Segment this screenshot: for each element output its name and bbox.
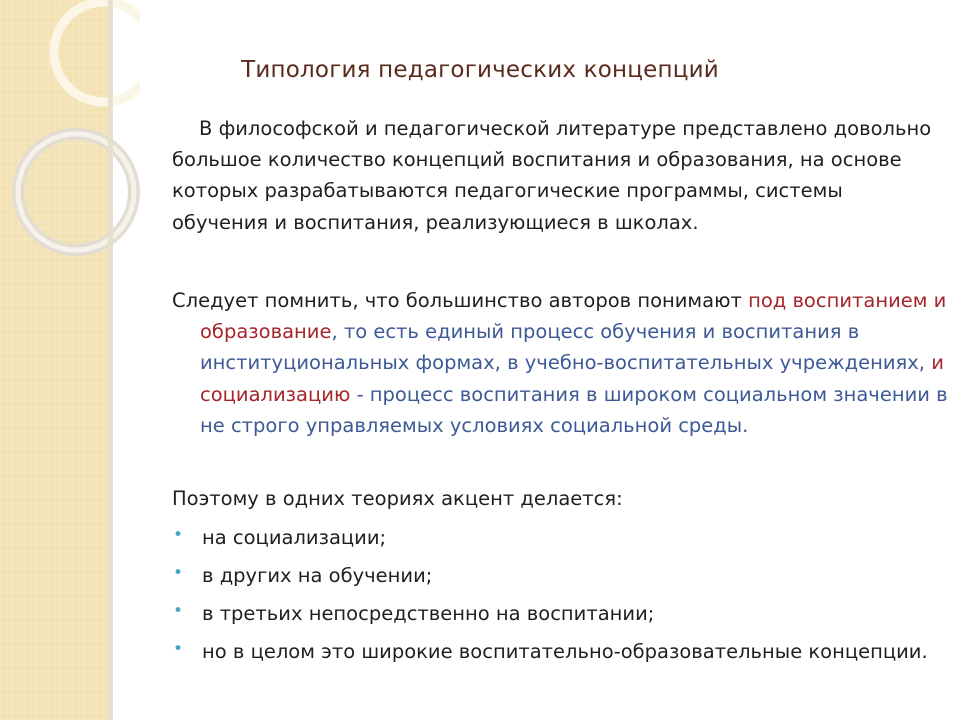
definition-text-start: Следует помнить, что большинство авторов понимают [172,289,749,312]
list-item-text: в третьих непосредственно на воспитании; [202,602,655,625]
paragraph-intro-text: В философской и педагогической литературе представлено довольно большое количество концепций воспитания и образования, на основе которых разрабатываются педагогические программы, системы обучения и воспитания, реализующиеся в школах. [172,117,932,234]
bullet-dot-icon: • [173,563,184,583]
bullet-dot-icon: • [173,601,184,621]
definition-socialization-term: и социализацию [200,351,944,406]
bullet-dot-icon: • [173,639,184,659]
ring-top [54,2,140,102]
paragraph-definition [172,285,960,441]
definition-socialization-explanation: - процесс воспитания в широком социальном значении в не строго управляемых условиях социальной среды. [200,382,948,437]
paragraph-intro [172,113,942,238]
definition-upbringing-term: под воспитанием и образование [200,289,947,344]
list-item [172,522,932,553]
paragraph-emphasis [172,483,942,514]
list-item [172,560,932,591]
paragraph-emphasis-text: Поэтому в одних теориях акцент делается: [172,487,623,510]
slide-title: Типология педагогических концепций [241,57,719,83]
list-item-text: на социализации; [202,526,387,549]
bullet-dot-icon: • [173,525,184,545]
list-item [172,598,932,629]
list-item-text: но в целом это широкие воспитательно-образовательные концепции. [202,640,928,663]
decorative-rings [0,0,140,300]
definition-education-explanation: , то есть единый процесс обучения и воспитания в институциональных формах, в учебно-воспитательных учреждениях, [200,320,926,375]
list-item-text: в других на обучении; [202,564,433,587]
list-item [172,636,932,667]
bullet-list [172,522,932,674]
ring-middle-highlight [18,134,134,250]
sidebar-divider [108,0,113,720]
